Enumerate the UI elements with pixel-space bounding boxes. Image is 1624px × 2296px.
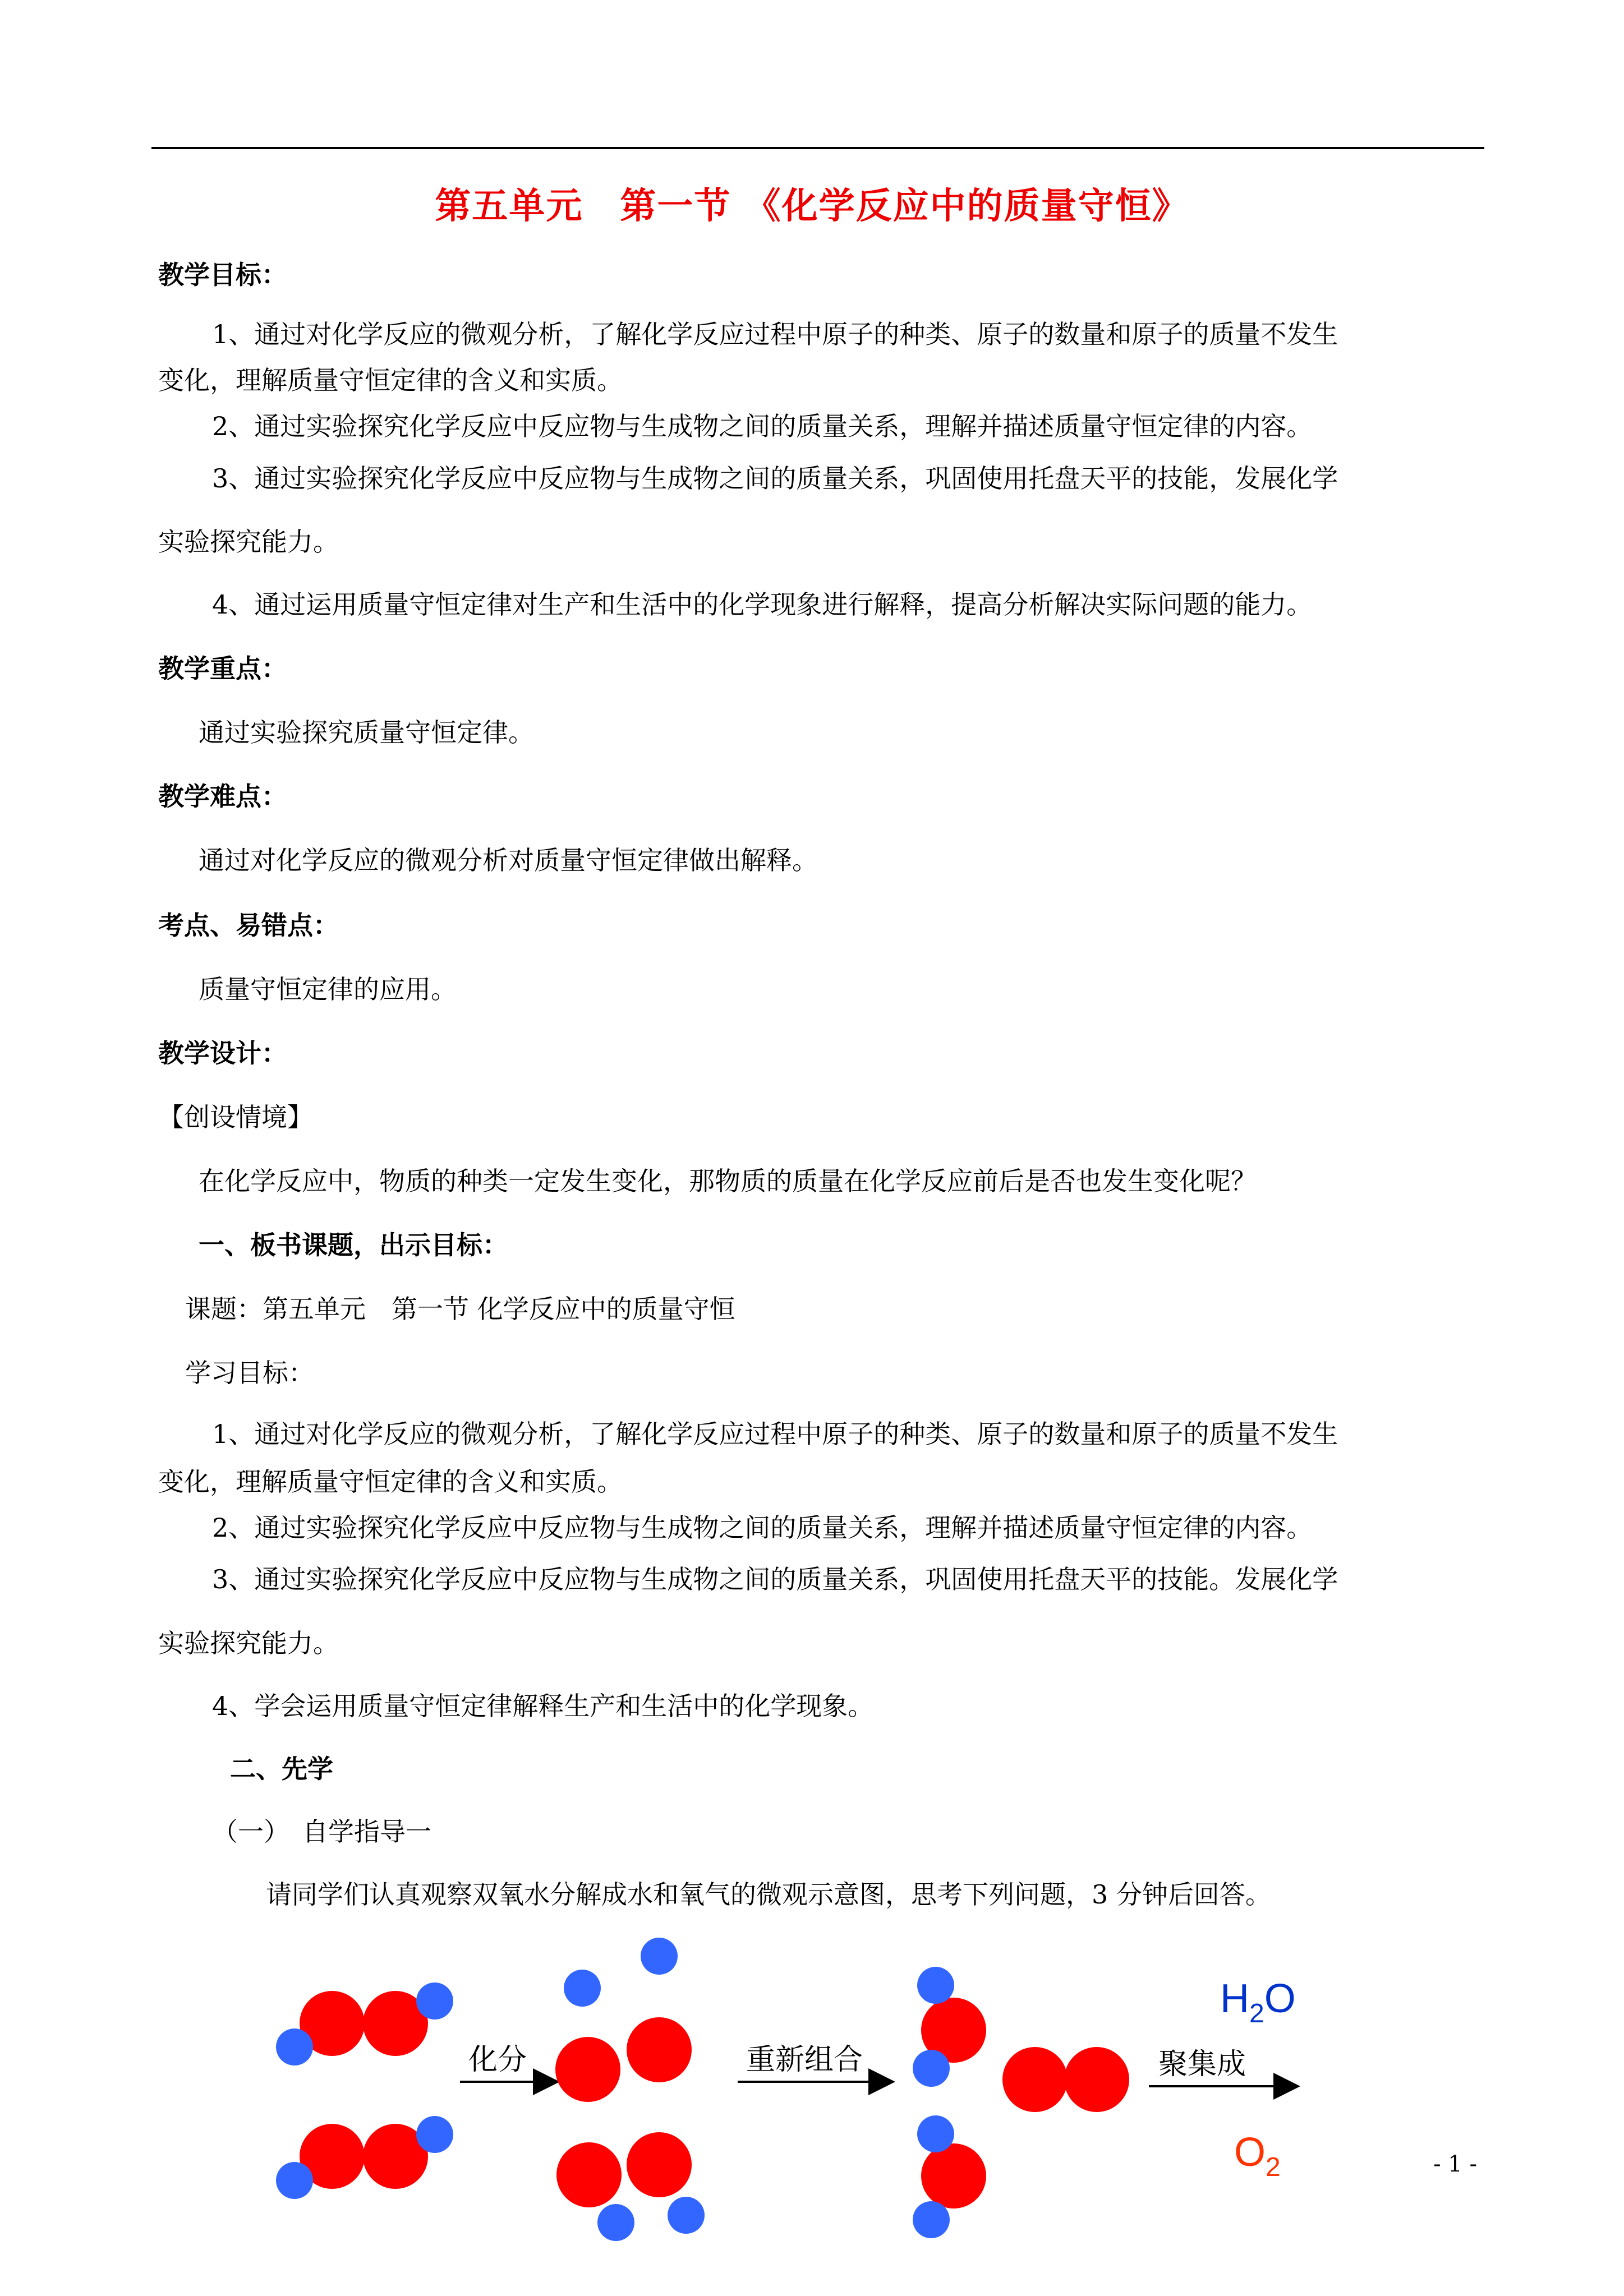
arrow-recombine-label: 重新组合 [746,2043,863,2077]
topic-line: 课题：第五单元 第一节 化学反应中的质量守恒 [185,1294,735,1324]
instruction-text: 请同学们认真观察双氧水分解成水和氧气的微观示意图，思考下列问题，3 分钟后回答。 [266,1879,1271,1910]
design-heading: 教学设计： [158,1038,287,1068]
page-title: 第五单元 第一节 《化学反应中的质量守恒》 [435,186,1189,227]
objective-2: 2、通过实验探究化学反应中反应物与生成物之间的质量关系，理解并描述质量守恒定律的内容。 [212,411,1313,441]
goals-heading: 学习目标： [185,1358,314,1388]
objective-4: 4、通过运用质量守恒定律对生产和生活中的化学现象进行解释，提高分析解决实际问题的能力。 [212,589,1313,620]
objective-1-line-2: 变化，理解质量守恒定律的含义和实质。 [158,365,623,395]
objective-1-line-1: 1、通过对化学反应的微观分析，了解化学反应过程中原子的种类、原子的数量和原子的质量不发生 [212,319,1338,349]
key-point-text: 通过实验探究质量守恒定律。 [199,717,534,748]
difficulty-heading: 教学难点： [158,781,287,812]
reactant-molecule-2 [276,2116,453,2199]
exam-point-heading: 考点、易错点： [158,910,339,940]
oxygen-molecule [1002,2047,1129,2112]
section1-heading: 一、板书课题，出示目标： [199,1230,508,1260]
difficulty-text: 通过对化学反应的微观分析对质量守恒定律做出解释。 [199,845,818,875]
arrow-decompose-label: 化分 [468,2043,527,2077]
situation-text: 在化学反应中，物质的种类一定发生变化，那物质的质量在化学反应前后是否也发生变化呢？ [199,1166,1257,1196]
key-point-heading: 教学重点： [158,653,287,684]
objectives-heading: 教学目标： [158,260,287,290]
section2-heading: 二、先学 [230,1754,333,1784]
product-water-label: $H_2O$ [1220,1976,1296,2028]
page-number: - 1 - [1433,2151,1477,2177]
reactant-molecule-1 [276,1983,453,2066]
water-molecule-1 [913,1967,986,2087]
goal-2: 2、通过实验探究化学反应中反应物与生成物之间的质量关系，理解并描述质量守恒定律的内容。 [212,1513,1313,1543]
exam-point-text: 质量守恒定律的应用。 [199,974,457,1004]
goal-4: 4、学会运用质量守恒定律解释生产和生活中的化学现象。 [212,1691,874,1721]
header-rule [151,147,1484,149]
product-oxygen-label: $O_2$ [1234,2130,1281,2182]
goal-3-line-1: 3、通过实验探究化学反应中反应物与生成物之间的质量关系，巩固使用托盘天平的技能。发展化学 [212,1564,1338,1594]
situation-heading: 【创设情境】 [158,1102,313,1132]
goal-1-line-2: 变化，理解质量守恒定律的含义和实质。 [158,1467,623,1497]
decomposition-diagram [247,1929,1346,2243]
objective-3-line-1: 3、通过实验探究化学反应中反应物与生成物之间的质量关系，巩固使用托盘天平的技能，发展化学 [212,463,1338,494]
subsection1-heading: （一） 自学指导一 [212,1816,431,1847]
water-molecule-2 [913,2115,986,2238]
objective-3-line-2: 实验探究能力。 [158,527,339,557]
goal-3-line-2: 实验探究能力。 [158,1628,339,1658]
arrow-aggregate-label: 聚集成 [1158,2048,1246,2081]
goal-1-line-1: 1、通过对化学反应的微观分析，了解化学反应过程中原子的种类、原子的数量和原子的质量不发生 [212,1419,1338,1449]
separated-atoms [555,1938,705,2241]
